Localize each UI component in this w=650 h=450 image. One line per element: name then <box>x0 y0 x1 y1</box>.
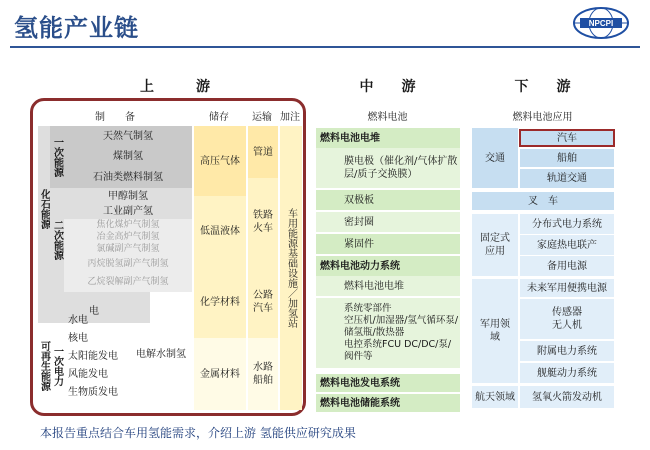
electrolysis-label: 电解水制氢 <box>136 348 186 360</box>
mid-fuel-cell-stack-header: 燃料电池电堆 <box>316 128 460 148</box>
transport-item-road: 公路汽车 <box>248 266 278 338</box>
primary-power-label: 一次电力 <box>51 346 63 386</box>
subheader-prep: 制 备 <box>95 112 135 123</box>
renewable-item-solar: 太阳能发电 <box>68 350 118 362</box>
down-transport-label: 交通 <box>472 128 518 188</box>
down-forklift: 叉 车 <box>472 192 614 210</box>
prep-item-coal: 煤制氢 <box>64 146 192 167</box>
down-transport-rail: 轨道交通 <box>520 169 614 188</box>
down-fixed-label: 固定式应用 <box>472 214 518 276</box>
mid-fastener: 紧固件 <box>316 234 460 254</box>
logo-text: NPCPI <box>588 19 614 28</box>
primary-energy-label: 一次能源 <box>50 126 64 188</box>
mid-bipolar-plate: 双极板 <box>316 190 460 210</box>
renewable-item-nuclear: 核电 <box>68 332 88 344</box>
car-highlight-frame <box>519 129 615 147</box>
down-fixed-backup: 备用电源 <box>520 256 614 276</box>
electricity-label: 电 <box>38 292 150 323</box>
prep-item-industrial-byproduct: 工业副产氢 <box>64 204 192 219</box>
mid-energy-storage-system: 燃料电池储能系统 <box>316 394 460 412</box>
mid-power-stack: 燃料电池电堆 <box>316 276 460 296</box>
header-midstream: 中 游 <box>359 79 416 95</box>
storage-item-high-pressure-gas: 高压气体 <box>194 126 246 196</box>
prep-item-ethane: 乙烷裂解副产气制氢 <box>64 273 192 292</box>
down-fixed-distributed: 分布式电力系统 <box>520 214 614 234</box>
down-fixed-chp: 家庭热电联产 <box>520 235 614 255</box>
secondary-energy-label: 二次能源 <box>50 188 64 292</box>
down-military-portable: 未来军用便携电源 <box>520 279 614 297</box>
renewable-item-hydro: 水电 <box>68 314 88 326</box>
subheader-fuel-cell: 燃料电池 <box>367 112 408 123</box>
renewable-item-wind: 风能发电 <box>68 368 108 380</box>
down-aerospace-rocket: 氢氧火箭发动机 <box>520 386 614 408</box>
subheader-fuel-cell-app: 燃料电池应用 <box>512 112 573 123</box>
header-downstream: 下 游 <box>514 79 571 95</box>
prep-item-propane: 丙烷脱氢副产气制氢 <box>64 255 192 273</box>
subheader-transport: 运输 <box>252 112 272 123</box>
down-military-sensor-uav: 传感器 无人机 <box>520 299 614 339</box>
npcpi-globe-logo-icon <box>572 6 630 40</box>
down-transport-ship: 船舶 <box>520 149 614 167</box>
down-military-label: 军用领域 <box>472 279 518 383</box>
title-divider <box>10 46 640 48</box>
prep-item-natural-gas: 天然气制氢 <box>64 126 192 146</box>
prep-item-methanol: 甲醇制氢 <box>64 188 192 204</box>
prep-item-petroleum: 石油类燃料制氢 <box>64 167 192 188</box>
prep-item-chlor-alkali: 氯碱副产气制氢 <box>64 243 192 255</box>
fossil-energy-label: 化石能源 <box>38 126 50 292</box>
subheader-storage: 储存 <box>209 112 229 123</box>
refuel-infrastructure-label: 车用能源基础设施／加氢站 <box>280 126 302 410</box>
mid-system-components: 系统零部件 空压机/加湿器/氢气循环泵/储氢瓶/散热器 电控系统FCU DC/DC/泵/阀件等 <box>316 298 460 368</box>
down-military-auxiliary: 附属电力系统 <box>520 341 614 361</box>
storage-item-cryogenic-liquid: 低温液体 <box>194 196 246 266</box>
down-transport-car: 汽车 <box>520 130 614 146</box>
transport-item-railway: 铁路火车 <box>248 178 278 266</box>
renewable-energy-label: 可再生能源 <box>38 341 50 391</box>
storage-item-chemical-material: 化学材料 <box>194 266 246 338</box>
prep-item-coke-oven: 焦化煤炉气制氢 <box>64 219 192 231</box>
mid-seal-ring: 密封圈 <box>316 212 460 232</box>
mid-membrane-electrode: 膜电极（催化剂/气体扩散层/质子交换膜） <box>316 148 460 188</box>
mid-power-generation-system: 燃料电池发电系统 <box>316 374 460 392</box>
down-aerospace-label: 航天领域 <box>472 386 518 408</box>
storage-item-metal-material: 金属材料 <box>194 338 246 410</box>
transport-item-pipeline: 管道 <box>248 126 278 178</box>
header-upstream: 上 游 <box>140 79 210 95</box>
page-title: 氢能产业链 <box>14 14 139 42</box>
transport-item-waterway: 水路船舶 <box>248 338 278 410</box>
renewable-item-biomass: 生物质发电 <box>68 386 118 398</box>
subheader-refuel: 加注 <box>280 112 300 123</box>
prep-item-blast-furnace: 冶金高炉气制氢 <box>64 231 192 243</box>
footer-note: 本报告重点结合车用氢能需求，介绍上游 氢能供应研究成果 <box>40 426 356 440</box>
down-military-ship-power: 舰艇动力系统 <box>520 363 614 383</box>
mid-power-system-header: 燃料电池动力系统 <box>316 256 460 276</box>
